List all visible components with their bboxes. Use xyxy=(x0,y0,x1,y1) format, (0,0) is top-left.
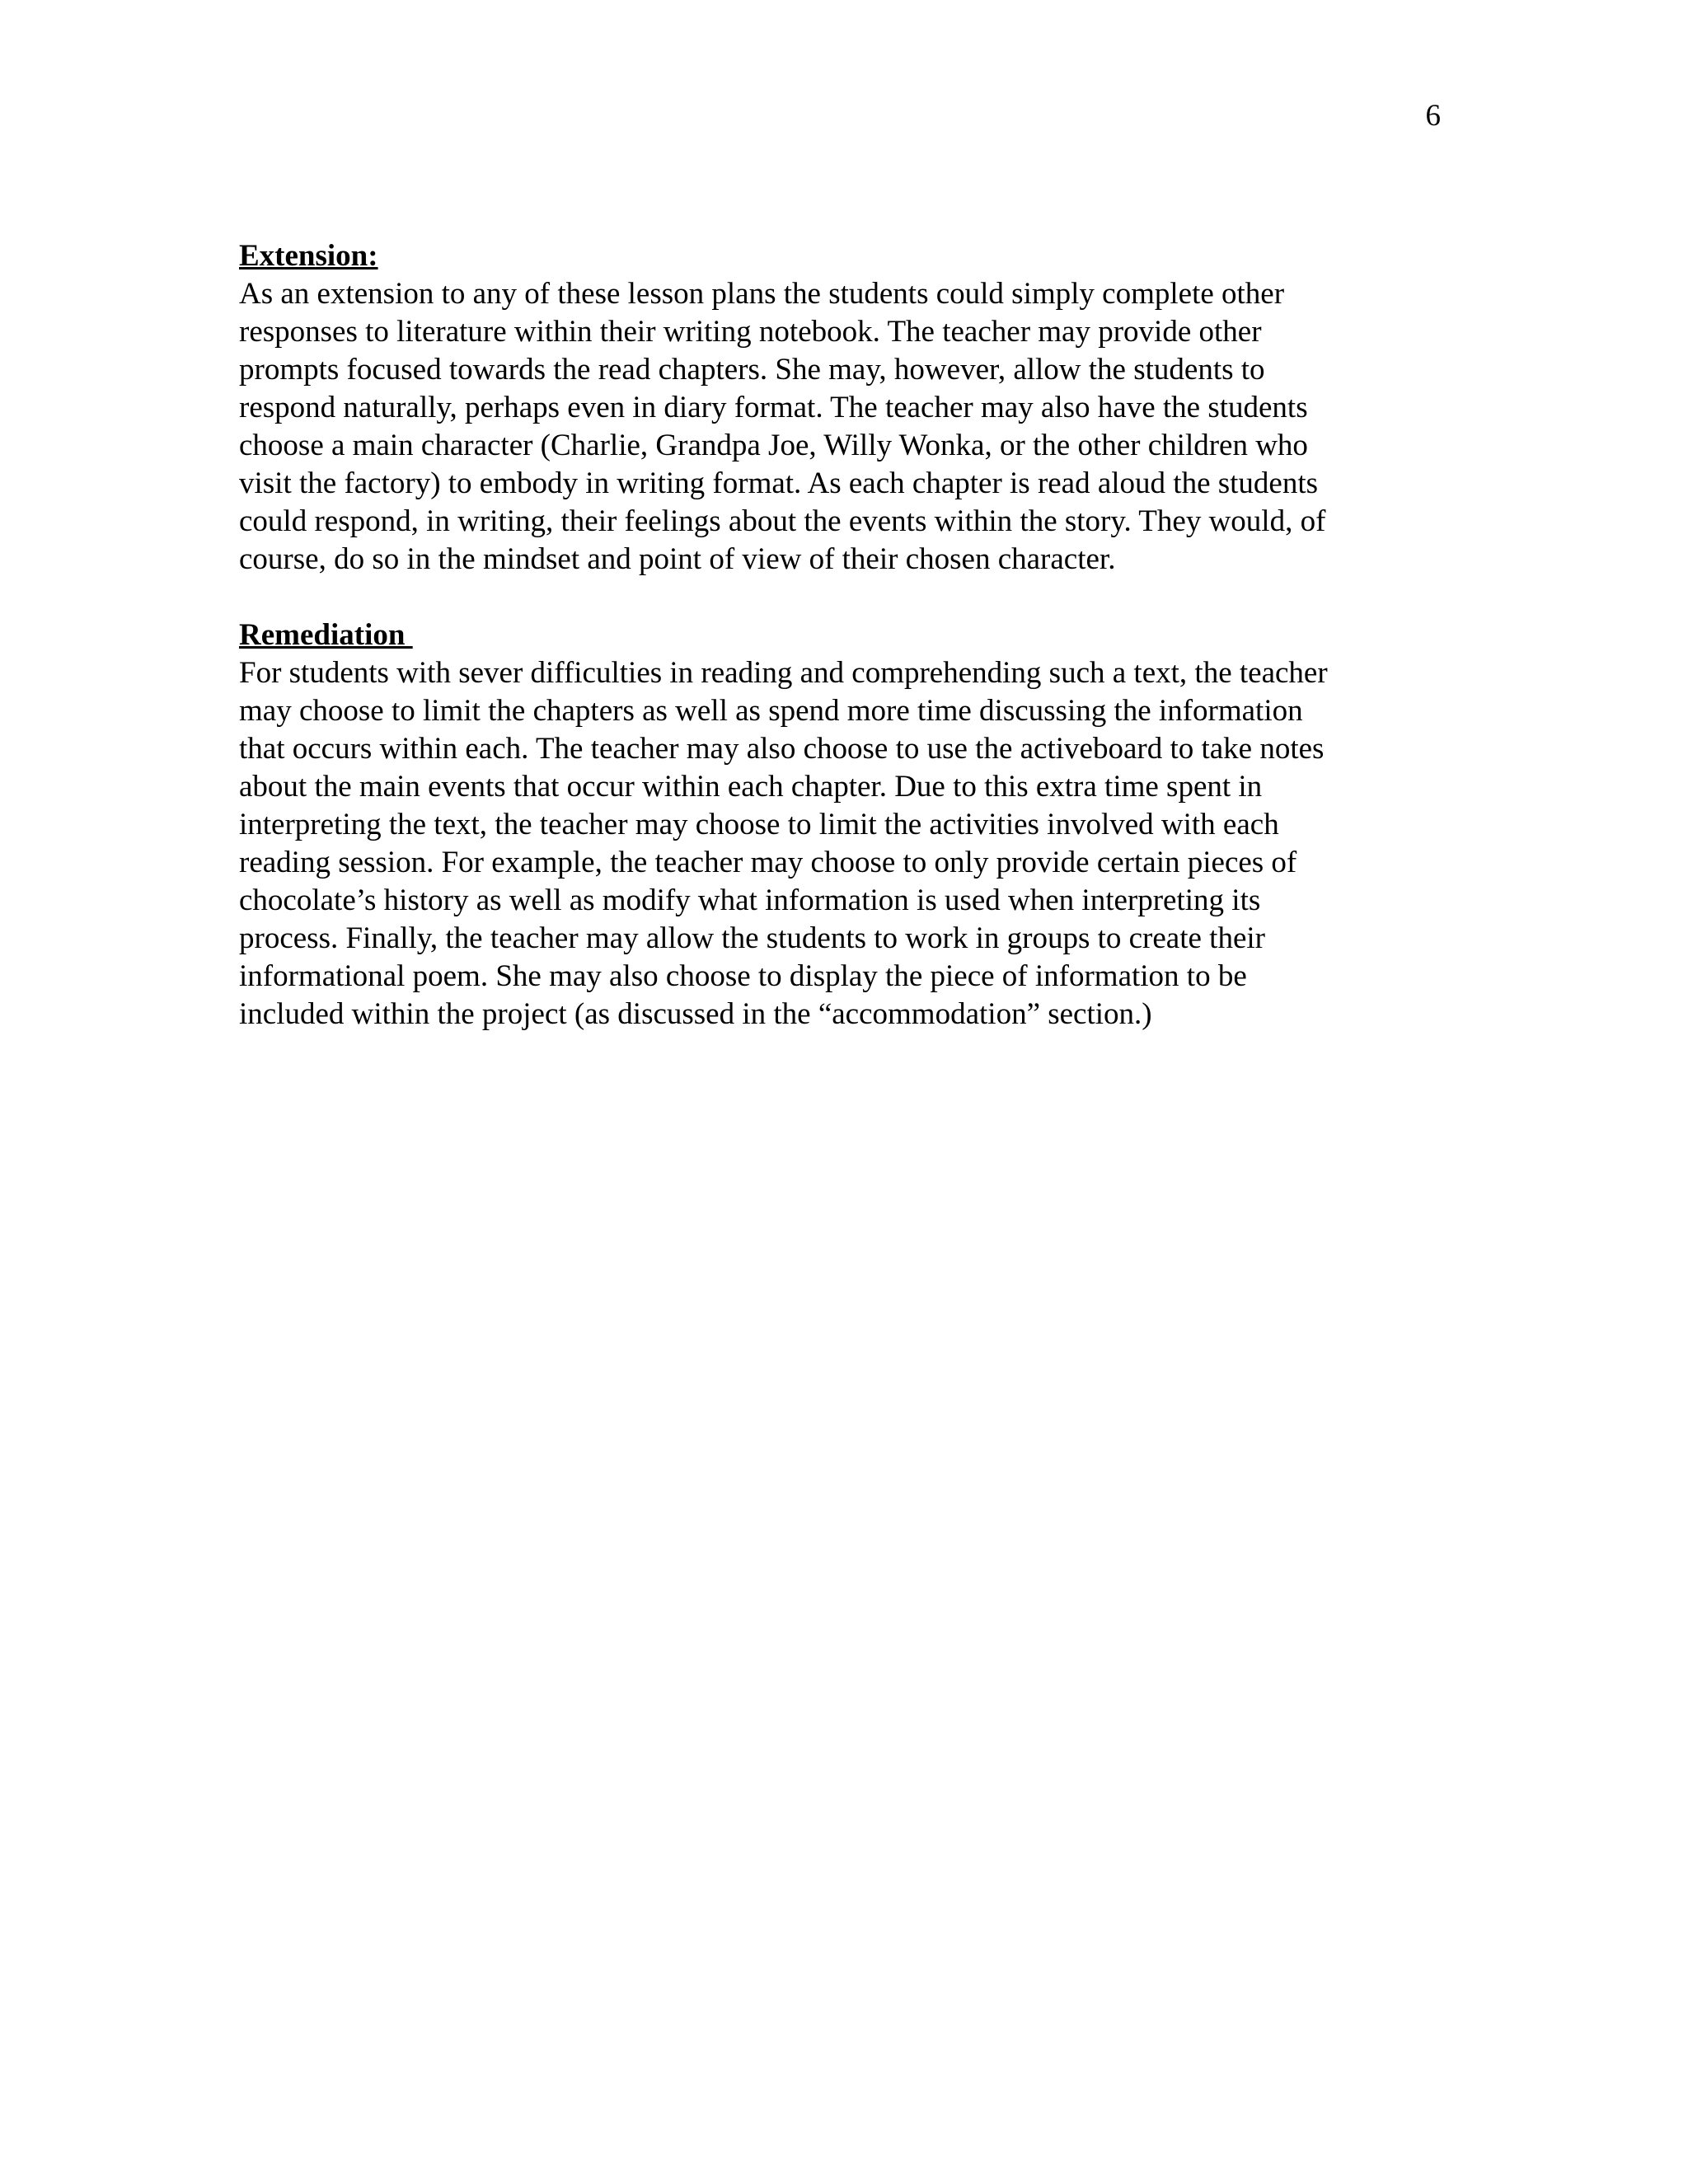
paragraph-line: chocolate’s history as well as modify what information is used when interpreting its xyxy=(239,883,1261,917)
section-body-extension xyxy=(239,275,1451,579)
paragraph-line: prompts focused towards the read chapters. She may, however, allow the students to xyxy=(239,353,1265,387)
paragraph-line: responses to literature within their writing notebook. The teacher may provide other xyxy=(239,315,1262,349)
page-number: 6 xyxy=(1425,99,1441,133)
paragraph-line: For students with sever difficulties in reading and comprehending such a text, the teacher xyxy=(239,656,1328,690)
section-heading-extension: Extension: xyxy=(239,239,378,273)
section-remediation xyxy=(239,616,1451,1033)
paragraph-line: choose a main character (Charlie, Grandpa Joe, Willy Wonka, or the other children who xyxy=(239,429,1308,462)
paragraph-line: informational poem. She may also choose to display the piece of information to be xyxy=(239,959,1247,993)
section-heading-remediation: Remediation xyxy=(239,618,413,652)
paragraph-line: included within the project (as discussed in the “accommodation” section.) xyxy=(239,997,1152,1031)
paragraph-line: visit the factory) to embody in writing format. As each chapter is read aloud the students xyxy=(239,466,1319,500)
paragraph-line: respond naturally, perhaps even in diary format. The teacher may also have the students xyxy=(239,391,1308,424)
paragraph-line: course, do so in the mindset and point of view of their chosen character. xyxy=(239,542,1116,576)
section-body-remediation xyxy=(239,654,1451,1033)
paragraph-line: process. Finally, the teacher may allow the students to work in groups to create their xyxy=(239,921,1265,955)
paragraph-line: that occurs within each. The teacher may also choose to use the activeboard to take notes xyxy=(239,732,1325,766)
paragraph-line: reading session. For example, the teacher may choose to only provide certain pieces of xyxy=(239,846,1297,879)
section-extension xyxy=(239,237,1451,579)
paragraph-line: As an extension to any of these lesson plans the students could simply complete other xyxy=(239,277,1285,311)
paragraph-line: about the main events that occur within each chapter. Due to this extra time spent in xyxy=(239,770,1263,804)
document-body xyxy=(239,237,1451,1071)
paragraph-line: may choose to limit the chapters as well as spend more time discussing the information xyxy=(239,694,1303,728)
paragraph-line: could respond, in writing, their feelings about the events within the story. They would, of xyxy=(239,504,1326,538)
paragraph-line: interpreting the text, the teacher may choose to limit the activities involved with each xyxy=(239,808,1279,841)
